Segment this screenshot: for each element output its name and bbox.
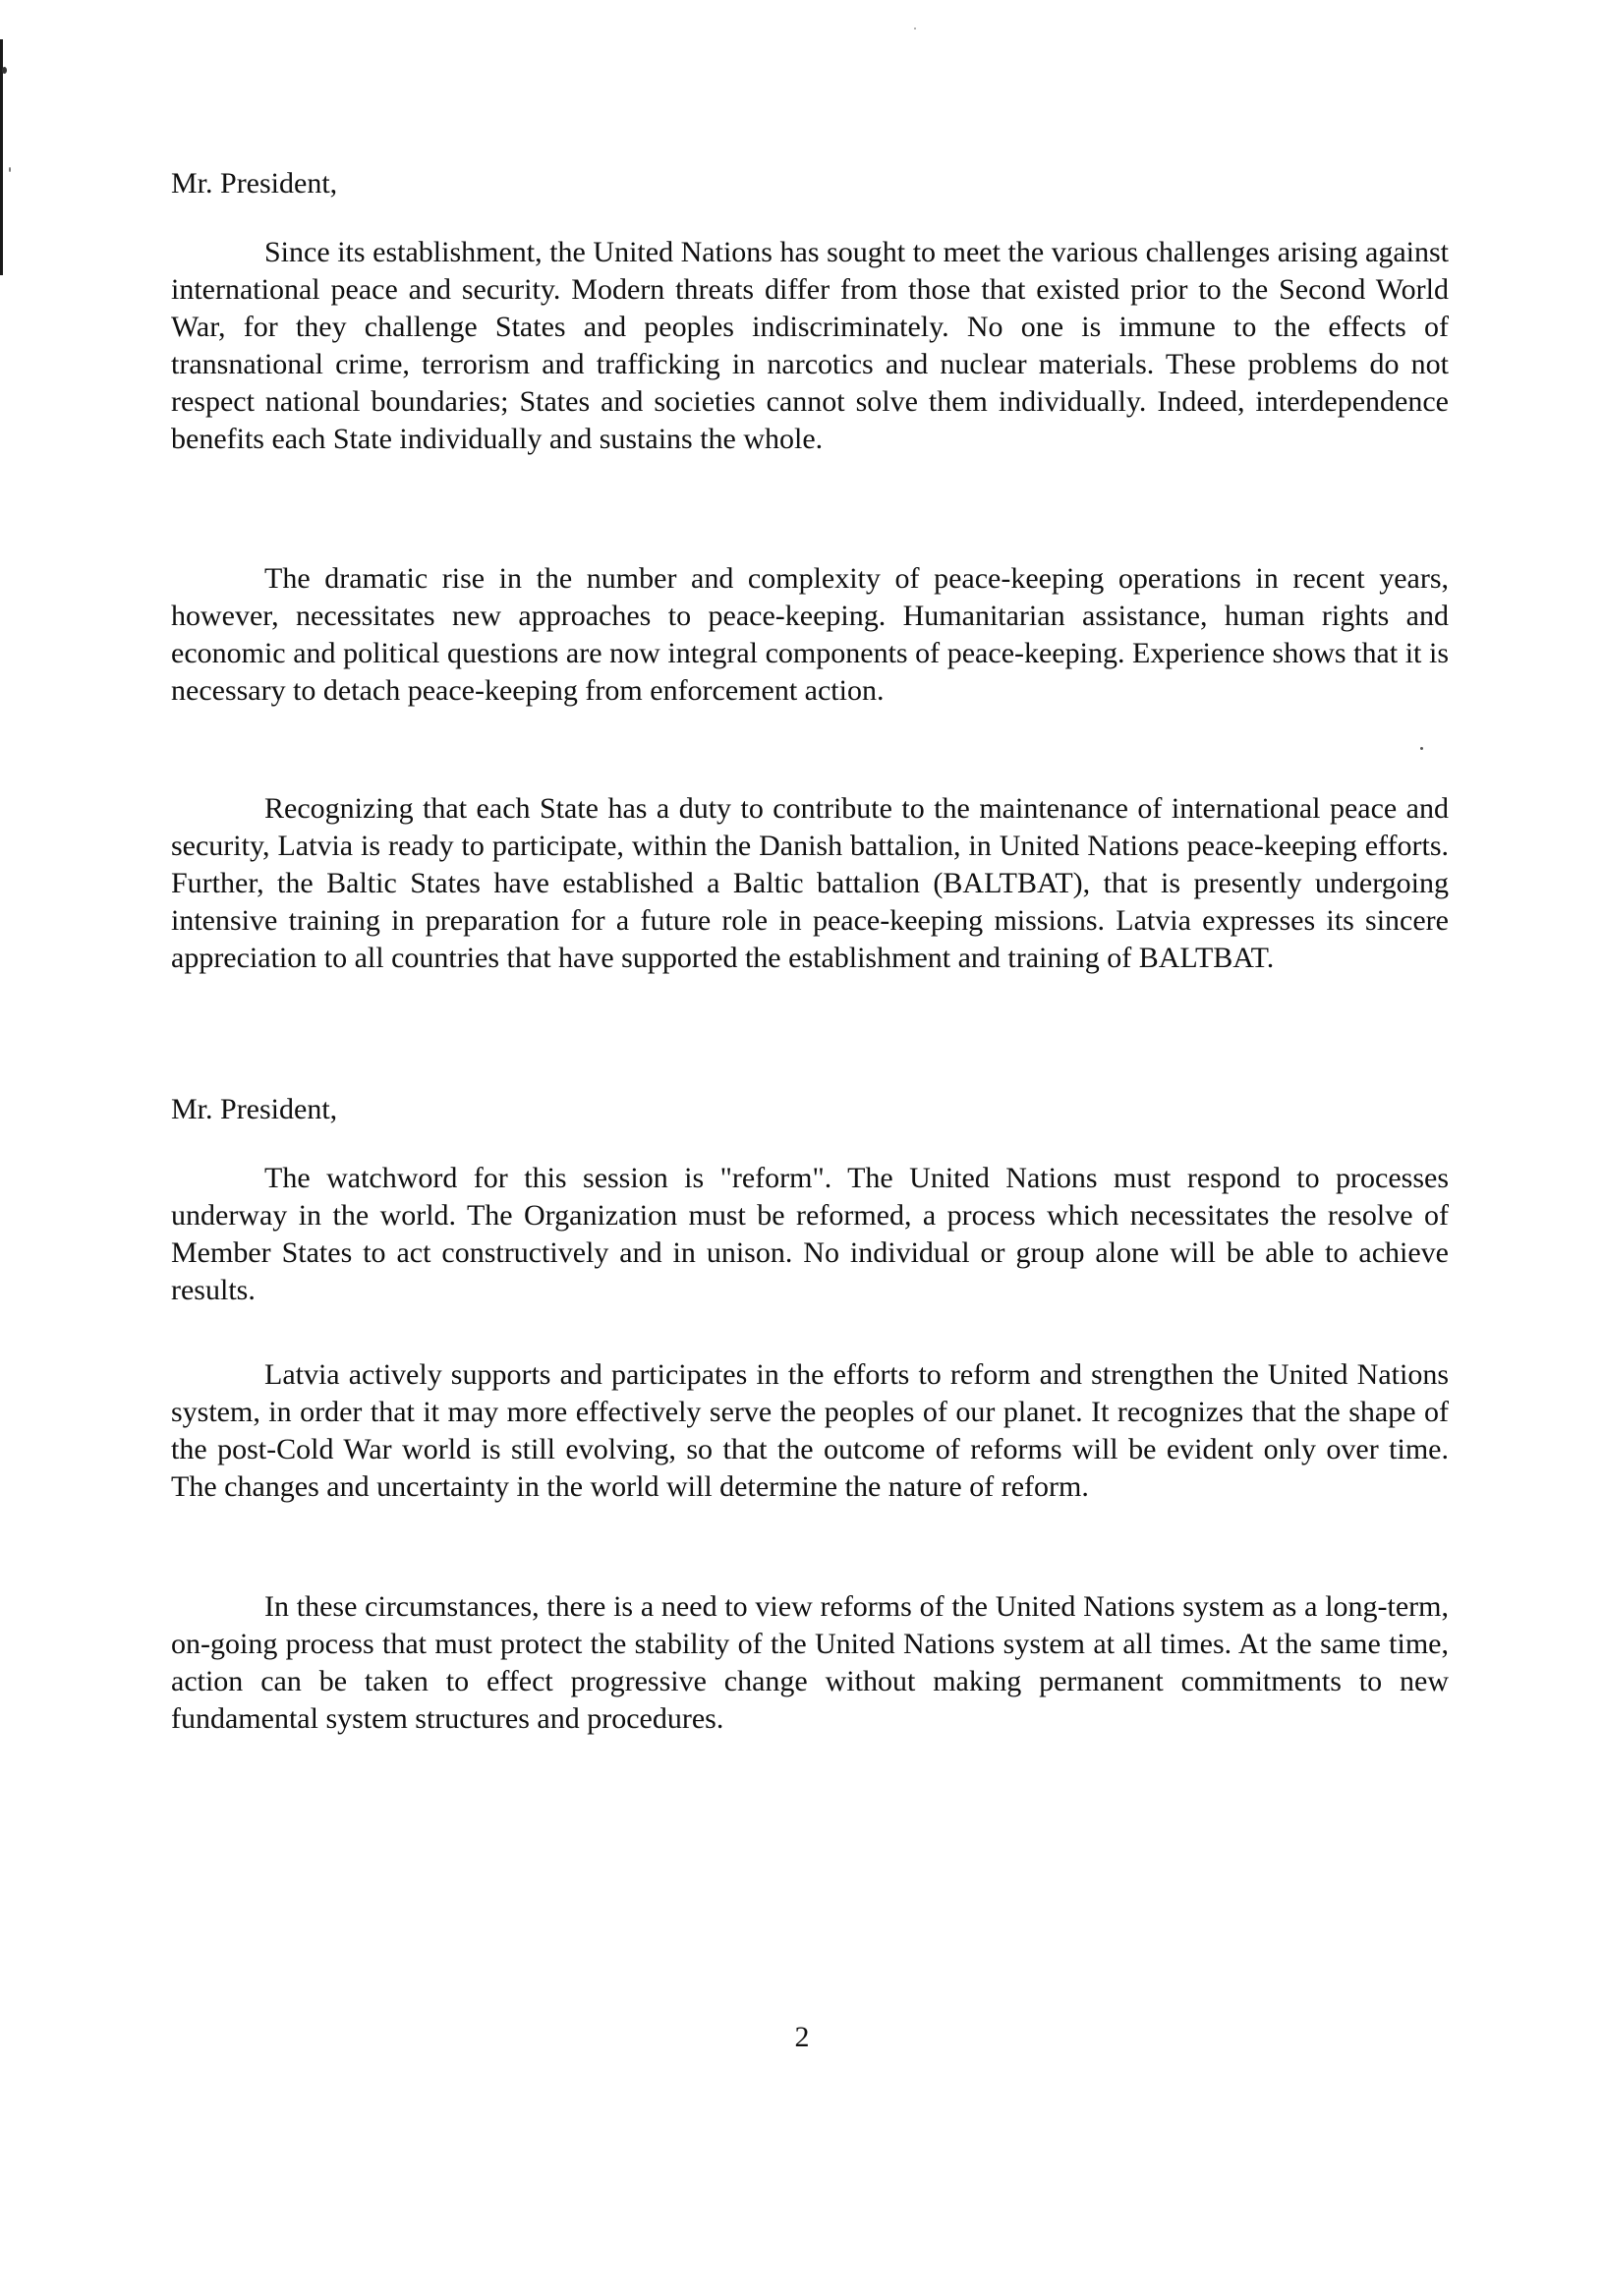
salutation-1: Mr. President, [171,167,338,200]
paragraph-3: Recognizing that each State has a duty to contribute to the maintenance of international peace and security, Latvia is ready to participate, within the Danish battalion, in United Nations peace-keeping efforts. Further, the Baltic States have established a Baltic battalion (BALTBAT), that is presently undergoing intensive training in preparation for a future role in peace-keeping missions. Latvia expresses its sincere appreciation to all countries that have supported the establishment and training of BALTBAT. [171,792,1449,974]
paragraph-5: Latvia actively supports and participates in the efforts to reform and strengthen the United Nations system, in order that it may more effectively serve the peoples of our planet. It recognizes that the shape of the post-Cold War world is still evolving, so that the outcome of reforms will be evident only over time. The changes and uncertainty in the world will determine the nature of reform. [171,1358,1449,1503]
paragraph-2: The dramatic rise in the number and complexity of peace-keeping operations in recent years, however, necessitates new approaches to peace-keeping. Humanitarian assistance, human rights and economic and political questions are now integral components of peace-keeping. Experience shows that it is necessary to detach peace-keeping from enforcement action. [171,562,1449,707]
scan-speck [9,167,11,172]
page-number: 2 [794,2021,810,2053]
paragraph-1: Since its establishment, the United Nations has sought to meet the various challenges arising against international peace and security. Modern threats differ from those that existed prior to the Second World War, for they challenge States and peoples indiscriminately. No one is immune to the effects of transnational crime, terrorism and trafficking in narcotics and nuclear materials. These problems do not respect national boundaries; States and societies cannot solve them individually. Indeed, interdependence benefits each State individually and sustains the whole. [171,236,1449,455]
scan-speck [2,67,7,74]
scan-margin-rule [0,39,3,275]
paragraph-6: In these circumstances, there is a need to view reforms of the United Nations system as a long-term, on-going process that must protect the stability of the United Nations system at all times. At the same time, action can be taken to effect progressive change without making permanent commitments to new fundamental system structures and procedures. [171,1590,1449,1735]
scan-speck [1420,747,1423,750]
paragraph-4: The watchword for this session is "reform". The United Nations must respond to processes underway in the world. The Organization must be reformed, a process which necessitates the resolve of Member States to act constructively and in unison. No individual or group alone will be able to achieve results. [171,1162,1449,1306]
scan-speck [914,28,916,29]
salutation-2: Mr. President, [171,1093,338,1125]
